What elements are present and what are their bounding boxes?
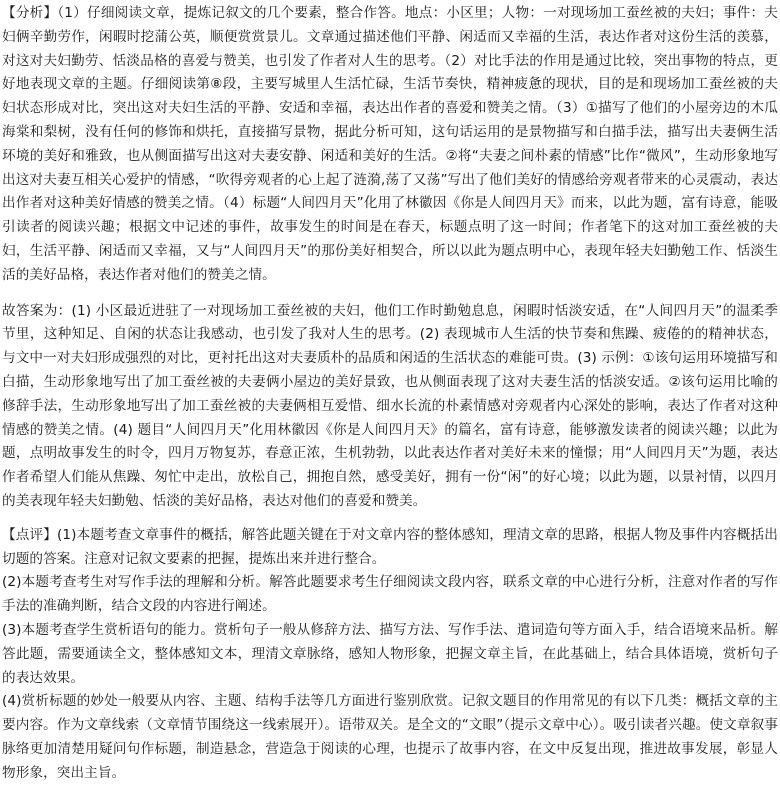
- analysis-paragraph: 【分析】（1）仔细阅读文章，提炼记叙文的几个要素，整合作答。地点：小区里；人物：一对现场加工蚕丝被的夫妇；事件：夫妇俩辛勤劳作，闲暇时挖蒲公英，顺便赏赏景儿。文章通过描述他们平静、闲适而又幸福的生活，表达作者对这份生活的羡慕，对这对夫妇勤劳、恬淡品格的喜爱与赞美，也引发了作者对人生的思考。（2）对比手法的作用是通过比较，突出事物的特点，更好地表现文章的主题。仔细阅读第⑧段，主要写城里人生活忙碌，生活节奏快，精神疲惫的现状，目的是和现场加工蚕丝被的夫妇状态形成对比，突出这对夫妇生活的平静、安适和幸福，表达出作者的喜爱和赞美之情。（3）①描写了他们的小屋旁边的木瓜海棠和梨树，没有任何的修饰和烘托，直接描写景物，据此分析可知，这句话运用的是景物描写和白描手法，描写出夫妻俩生活环境的美好和雅致，也从侧面描写出这对夫妻安静、闲适和美好的生活。②将“夫妻之间朴素的情感”比作“微风”，生动形象地写出这对夫妻互相关心爱护的情感，“吹得旁观者的心上起了涟漪,荡了又荡”写出了他们美好的情感给旁观者带来的心灵震动，表达出作者对这种美好情感的赞美之情。（4）标题“人间四月天”化用了林徽因《你是人间四月天》而来，以此为题，富有诗意，能吸引读者的阅读兴趣；根据文中记述的事件，故事发生的时间是在春天，标题点明了这一时间；作者笔下的这对加工蚕丝被的夫妇，生活平静、闲适而又幸福，又与“人间四月天”的那份美好相契合，所以以此为题点明中心，表现年轻夫妇勤勉工作、恬淡生活的美好品格，表达作者对他们的赞美之情。: [2, 5, 778, 283]
- comment-paragraph-4: (4)赏析标题的妙处一般要从内容、主题、结构手法等几方面进行鉴别欣赏。记叙文题目的作用常见的有以下几类：概括文章的主要内容。作为文章线索（文章情节围绕这一线索展开）。语带双关。是全文的“文眼”（提示文章中心）。吸引读者兴趣。使文章叙事脉络更加清楚用疑问句作标题，制造悬念，营造急于阅读的心理，也提示了故事内容，在文中反复出现，推进故事发展，彰显人物形象，突出主旨。: [2, 693, 778, 781]
- solution-document: [0, 2, 780, 798]
- comment-paragraph-2: (2)本题考查考生对写作手法的理解和分析。解答此题要求考生仔细阅读文段内容，联系文章的中心进行分析，注意对作者的写作手法的准确判断，结合文段的内容进行阐述。: [2, 574, 778, 615]
- comment-paragraph-3: (3)本题考查学生赏析语句的能力。赏析句子一般从修辞方法、描写方法、写作手法、遣词造句等方面入手，结合语境来品析。解答此题，需要通读全文，整体感知文本，理清文章脉络，感知人物形象，把握文章主旨，在此基础上，结合具体语境，赏析句子的表达效果。: [2, 621, 778, 686]
- comment-paragraph-1: 【点评】(1)本题考查文章事件的概括，解答此题关键在于对文章内容的整体感知，理清文章的思路，根据人物及事件内容概括出切题的答案。注意对记叙文要素的把握，提炼出来并进行整合。: [2, 526, 778, 567]
- answer-paragraph: 故答案为：(1) 小区最近进驻了一对现场加工蚕丝被的夫妇，他们工作时勤勉息息，闲暇时恬淡安适，在“人间四月天”的温柔季节里，这种知足、自闲的状态让我感动，也引发了我对人生的思考。(2) 表现城市人生活的快节奏和焦躁、疲倦的的精神状态，与文中一对夫妇形成强烈的对比，更衬托出这对夫妻质朴的品质和闲适的生活状态的难能可贵。(3) 示例：①该句运用环境描写和白描，生动形象地写出了加工蚕丝被的夫妻俩小屋边的美好景致，也从侧面表现了这对夫妻生活的恬淡安适。②该句运用比喻的修辞手法，生动形象地写出了加工蚕丝被的夫妻俩相互爱惜、细水长流的朴素情感对旁观者内心深处的影响，表达了作者对这种情感的赞美之情。(4) 题目“人间四月天”化用林徽因《你是人间四月天》的篇名，富有诗意，能够激发读者的阅读兴趣；以此为题，点明故事发生的时令，四月万物复苏，春意正浓，生机勃勃，以此表达作者对美好未来的憧憬；用“人间四月天”为题，表达作者希望人们能从焦躁、匆忙中走出，放松自己，拥抱自然，感受美好，拥有一份“闲”的好心境；以此为题，以景衬情，以四月的美表现年轻夫妇勤勉、恬淡的美好品格，表达对他们的喜爱和赞美。: [2, 302, 778, 509]
